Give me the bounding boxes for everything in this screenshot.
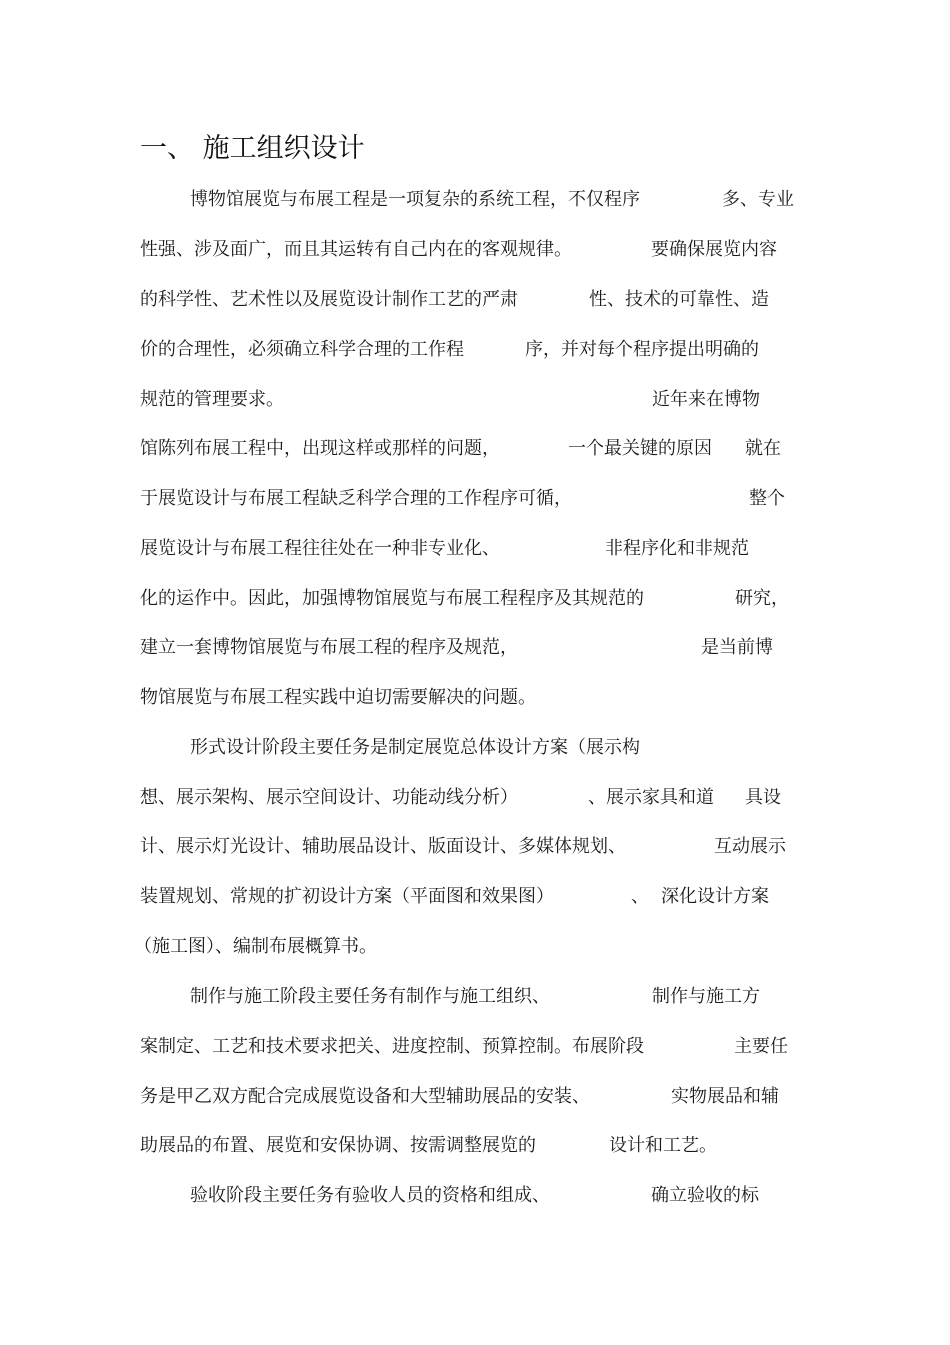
- text-segment: 性、技术的可靠性、造: [589, 289, 769, 310]
- text-segment: 案制定、工艺和技术要求把关、进度控制、预算控制。布展阶段: [140, 1036, 644, 1057]
- text-segment: 助展品的布置、展览和安保协调、按需调整展览的: [140, 1135, 536, 1156]
- text-segment: 、展示家具和道: [588, 787, 714, 808]
- text-segment: 多、专业: [722, 189, 794, 210]
- text-segment: 深化设计方案: [661, 886, 769, 907]
- text-segment: 非程序化和非规范: [605, 538, 749, 559]
- text-line: [140, 536, 810, 562]
- text-segment: 计、展示灯光设计、辅助展品设计、版面设计、多媒体规划、: [140, 836, 626, 857]
- text-segment: 装置规划、常规的扩初设计方案（平面图和效果图）: [140, 886, 554, 907]
- text-segment: 博物馆展览与布展工程是一项复杂的系统工程，不仅程序: [190, 189, 640, 210]
- text-segment: 价的合理性，必须确立科学合理的工作程: [140, 339, 464, 360]
- text-line: [140, 486, 810, 512]
- text-line: [140, 287, 810, 313]
- text-line: [140, 436, 810, 462]
- text-segment: 实物展品和辅: [671, 1086, 779, 1107]
- text-segment: 整个: [749, 488, 785, 509]
- text-segment: 的科学性、艺术性以及展览设计制作工艺的严肃: [140, 289, 518, 310]
- text-segment: 就在: [745, 438, 781, 459]
- text-line: [140, 387, 810, 413]
- text-line: [140, 884, 810, 910]
- text-line: [140, 337, 810, 363]
- text-segment: 、: [631, 886, 649, 907]
- text-line: [140, 685, 810, 711]
- text-line: [190, 735, 810, 761]
- text-segment: 化的运作中。因此，加强博物馆展览与布展工程程序及其规范的: [140, 588, 644, 609]
- text-segment: 近年来在博物: [652, 389, 760, 410]
- text-line: [140, 237, 810, 263]
- text-line: [190, 187, 810, 213]
- text-line: [140, 586, 810, 612]
- text-segment: 性强、涉及面广，而且其运转有自己内在的客观规律。: [140, 239, 572, 260]
- text-segment: 物馆展览与布展工程实践中迫切需要解决的问题。: [140, 687, 536, 708]
- text-line: [140, 635, 810, 661]
- text-line: [134, 934, 810, 960]
- text-segment: （施工图）、编制布展概算书。: [134, 936, 377, 957]
- text-line: [140, 1133, 810, 1159]
- text-line: [140, 834, 810, 860]
- text-segment: 馆陈列布展工程中，出现这样或那样的问题，: [140, 438, 500, 459]
- text-segment: 具设: [745, 787, 781, 808]
- text-segment: 是当前博: [701, 637, 773, 658]
- text-line: [190, 984, 810, 1010]
- text-segment: 展览设计与布展工程往往处在一种非专业化、: [140, 538, 500, 559]
- text-segment: 主要任: [734, 1036, 788, 1057]
- text-segment: 于展览设计与布展工程缺乏科学合理的工作程序可循，: [140, 488, 572, 509]
- text-line: [140, 785, 810, 811]
- text-segment: 研究，: [735, 588, 789, 609]
- text-segment: 互动展示: [714, 836, 786, 857]
- text-line: [140, 1034, 810, 1060]
- text-segment: 设计和工艺。: [609, 1135, 717, 1156]
- text-segment: 确立验收的标: [651, 1185, 759, 1206]
- section-heading: 一、 施工组织设计: [140, 133, 365, 164]
- text-line: [140, 1084, 810, 1110]
- text-segment: 制作与施工方: [652, 986, 760, 1007]
- text-segment: 验收阶段主要任务有验收人员的资格和组成、: [190, 1185, 550, 1206]
- text-segment: 规范的管理要求。: [140, 389, 284, 410]
- text-segment: 序，并对每个程序提出明确的: [525, 339, 759, 360]
- text-segment: 务是甲乙双方配合完成展览设备和大型辅助展品的安装、: [140, 1086, 590, 1107]
- text-segment: 想、展示架构、展示空间设计、功能动线分析）: [140, 787, 518, 808]
- text-segment: 要确保展览内容: [651, 239, 777, 260]
- text-segment: 制作与施工阶段主要任务有制作与施工组织、: [190, 986, 550, 1007]
- text-line: [190, 1183, 810, 1209]
- text-segment: 一个最关键的原因: [568, 438, 712, 459]
- text-segment: 形式设计阶段主要任务是制定展览总体设计方案（展示构: [190, 737, 640, 758]
- text-segment: 建立一套博物馆展览与布展工程的程序及规范，: [140, 637, 518, 658]
